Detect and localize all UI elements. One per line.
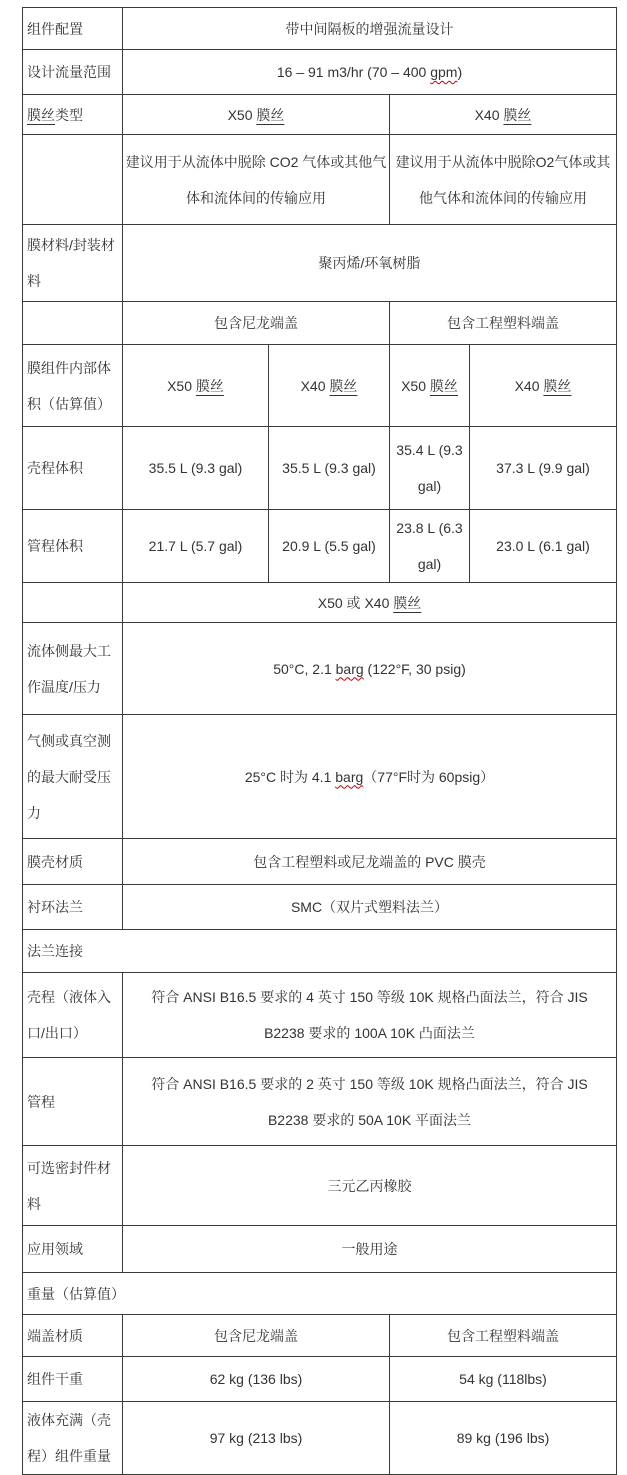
row-housing <box>23 839 617 885</box>
weight-section-header: 重量（估算值） <box>23 1273 617 1315</box>
housing-label: 膜壳材质 <box>23 839 123 885</box>
row-max-liquid <box>23 623 617 715</box>
max-gas-text-end: （77°F时为 60psig） <box>363 768 495 785</box>
x40-prefix: X40 <box>300 377 330 394</box>
dry-weight-plastic: 54 kg (118lbs) <box>390 1357 617 1402</box>
row-flange-section <box>23 930 617 973</box>
tube-side-value: 符合 ANSI B16.5 要求的 2 英寸 150 等级 10K 规格凸面法兰，符合 JIS B2238 要求的 50A 10K 平面法兰 <box>123 1058 617 1146</box>
fiber-word-underlined: 膜丝 <box>543 377 572 394</box>
design-flow-text-end: ) <box>457 64 463 80</box>
module-config-value: 带中间隔板的增强流量设计 <box>123 8 617 50</box>
misspelled-word-barg: barg <box>335 660 364 677</box>
internal-volume-label: 膜组件内部体积（估算值） <box>23 345 123 427</box>
tube-volume-label: 管程体积 <box>23 510 123 583</box>
tube-volume-value-2: 20.9 L (5.5 gal) <box>269 510 390 583</box>
shell-volume-value-4: 37.3 L (9.9 gal) <box>470 427 617 510</box>
row-seal-material <box>23 1146 617 1226</box>
endcap-header-plastic: 包含工程塑料端盖 <box>390 302 617 345</box>
recommendation-label-empty <box>23 135 123 225</box>
row-recommendation <box>23 135 617 225</box>
x50-prefix: X50 <box>227 106 257 123</box>
fiber-type-x40 <box>390 95 617 135</box>
row-internal-volume <box>23 345 617 427</box>
tube-volume-value-1: 21.7 L (5.7 gal) <box>123 510 269 583</box>
fiber-word-underlined: 膜丝 <box>27 106 55 123</box>
filled-weight-label: 液体充满（壳程）组件重量 <box>23 1402 123 1475</box>
shell-io-label: 壳程（液体入口/出口） <box>23 973 123 1058</box>
internal-volume-col3-x50 <box>390 345 470 427</box>
recommendation-x40: 建议用于从流体中脱除O2气体或其他气体和流体间的传输应用 <box>390 135 617 225</box>
max-gas-text: 25°C 时为 4.1 <box>244 768 336 785</box>
fiber-note-value <box>123 583 617 623</box>
shell-io-value: 符合 ANSI B16.5 要求的 4 英寸 150 等级 10K 规格凸面法兰，符合 JIS B2238 要求的 100A 10K 凸面法兰 <box>123 973 617 1058</box>
x40-prefix: X40 <box>474 106 504 123</box>
design-flow-label: 设计流量范围 <box>23 50 123 95</box>
spec-table <box>22 7 617 1475</box>
row-tube-side <box>23 1058 617 1146</box>
fiber-word-underlined: 膜丝 <box>256 106 285 123</box>
fiber-word-underlined: 膜丝 <box>393 594 422 611</box>
misspelled-word-gpm: gpm <box>430 64 458 80</box>
housing-value: 包含工程塑料或尼龙端盖的 PVC 膜壳 <box>123 839 617 885</box>
row-application <box>23 1226 617 1273</box>
liner-flange-label: 衬环法兰 <box>23 885 123 930</box>
row-weight-section <box>23 1273 617 1315</box>
internal-volume-col2-x40 <box>269 345 390 427</box>
endcap-material-plastic: 包含工程塑料端盖 <box>390 1315 617 1357</box>
endcap-header-label-empty <box>23 302 123 345</box>
x50-prefix: X50 <box>401 377 430 394</box>
dry-weight-nylon: 62 kg (136 lbs) <box>123 1357 390 1402</box>
design-flow-value <box>123 50 617 95</box>
row-design-flow <box>23 50 617 95</box>
row-max-gas <box>23 715 617 839</box>
misspelled-word-barg: barg <box>335 768 364 785</box>
row-tube-volume <box>23 510 617 583</box>
membrane-material-value: 聚丙烯/环氧树脂 <box>123 225 617 302</box>
fiber-note-label-empty <box>23 583 123 623</box>
row-endcap-header <box>23 302 617 345</box>
row-module-config <box>23 8 617 50</box>
filled-weight-plastic: 89 kg (196 lbs) <box>390 1402 617 1475</box>
endcap-material-label: 端盖材质 <box>23 1315 123 1357</box>
row-shell-volume <box>23 427 617 510</box>
fiber-note-text: X50 或 X40 <box>317 594 394 611</box>
liner-flange-value: SMC（双片式塑料法兰） <box>123 885 617 930</box>
row-liner-flange <box>23 885 617 930</box>
fiber-word-underlined: 膜丝 <box>503 106 532 123</box>
row-fiber-type <box>23 95 617 135</box>
max-liquid-text-end: (122°F, 30 psig) <box>363 660 466 677</box>
max-gas-label: 气侧或真空测的最大耐受压力 <box>23 715 123 839</box>
fiber-type-label-rest: 类型 <box>55 106 83 123</box>
max-liquid-text: 50°C, 2.1 <box>273 660 336 677</box>
filled-weight-nylon: 97 kg (213 lbs) <box>123 1402 390 1475</box>
shell-volume-value-3: 35.4 L (9.3 gal) <box>390 427 470 510</box>
x40-prefix: X40 <box>514 377 544 394</box>
application-label: 应用领域 <box>23 1226 123 1273</box>
flange-section-header: 法兰连接 <box>23 930 617 973</box>
fiber-word-underlined: 膜丝 <box>329 377 358 394</box>
x50-prefix: X50 <box>167 377 196 394</box>
tube-volume-value-4: 23.0 L (6.1 gal) <box>470 510 617 583</box>
row-fiber-note <box>23 583 617 623</box>
dry-weight-label: 组件干重 <box>23 1357 123 1402</box>
fiber-word-underlined: 膜丝 <box>429 377 458 394</box>
tube-volume-value-3: 23.8 L (6.3 gal) <box>390 510 470 583</box>
seal-material-value: 三元乙丙橡胶 <box>123 1146 617 1226</box>
row-shell-io <box>23 973 617 1058</box>
row-membrane-material <box>23 225 617 302</box>
fiber-type-x50 <box>123 95 390 135</box>
internal-volume-col4-x40 <box>470 345 617 427</box>
max-liquid-value <box>123 623 617 715</box>
application-value: 一般用途 <box>123 1226 617 1273</box>
membrane-material-label: 膜材料/封装材料 <box>23 225 123 302</box>
max-gas-value <box>123 715 617 839</box>
design-flow-text: 16 – 91 m3/hr (70 – 400 <box>276 64 431 80</box>
row-filled-weight <box>23 1402 617 1475</box>
endcap-material-nylon: 包含尼龙端盖 <box>123 1315 390 1357</box>
shell-volume-label: 壳程体积 <box>23 427 123 510</box>
tube-side-label: 管程 <box>23 1058 123 1146</box>
recommendation-x50: 建议用于从流体中脱除 CO2 气体或其他气体和流体间的传输应用 <box>123 135 390 225</box>
endcap-header-nylon: 包含尼龙端盖 <box>123 302 390 345</box>
internal-volume-col1-x50 <box>123 345 269 427</box>
row-dry-weight <box>23 1357 617 1402</box>
shell-volume-value-1: 35.5 L (9.3 gal) <box>123 427 269 510</box>
seal-material-label: 可选密封件材料 <box>23 1146 123 1226</box>
fiber-type-label <box>23 95 123 135</box>
fiber-word-underlined: 膜丝 <box>195 377 224 394</box>
shell-volume-value-2: 35.5 L (9.3 gal) <box>269 427 390 510</box>
max-liquid-label: 流体侧最大工作温度/压力 <box>23 623 123 715</box>
row-endcap-material <box>23 1315 617 1357</box>
module-config-label: 组件配置 <box>23 8 123 50</box>
